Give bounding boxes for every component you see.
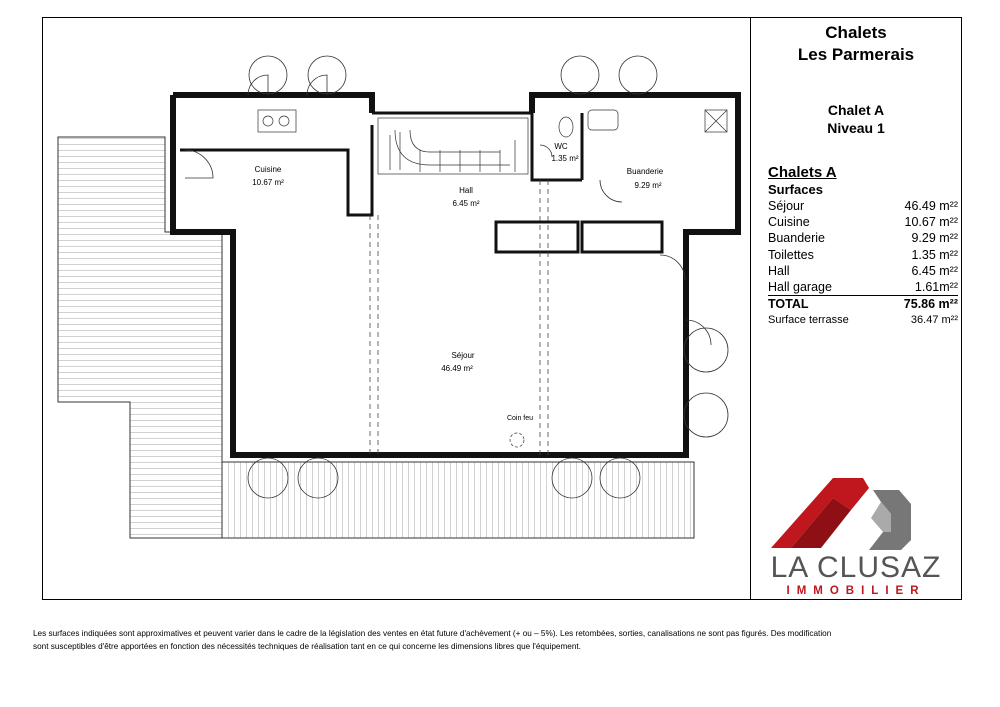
coin-feu-label: Coin feu <box>506 415 534 422</box>
room-hall-name: Hall <box>459 186 473 195</box>
logo-wordmark: LA CLUSAZ <box>770 551 942 584</box>
surface-row <box>768 247 958 263</box>
surface-row <box>768 279 958 295</box>
surface-label: Buanderie <box>768 231 825 246</box>
surface-label: Hall <box>768 263 790 278</box>
room-sejour-name: Séjour <box>451 351 475 360</box>
surface-terrasse-value: 36.47 m²² <box>910 314 958 327</box>
plan-subtitle-line1: Chalet A <box>827 102 885 118</box>
surface-label: Cuisine <box>768 215 810 230</box>
logo-tagline: IMMOBILIER <box>786 585 926 597</box>
surface-value: 46.49 m²² <box>904 199 958 213</box>
surface-row <box>768 198 958 214</box>
surface-row <box>768 214 958 230</box>
surface-value: 9.29 m²² <box>911 231 958 246</box>
staircase <box>378 118 528 174</box>
project-title-line2: Les Parmerais <box>797 45 915 64</box>
floor-plan <box>43 18 749 599</box>
fixtures <box>258 110 727 447</box>
surface-terrasse-row <box>768 312 958 328</box>
plan-subtitle-line2: Niveau 1 <box>827 120 885 136</box>
room-labels <box>252 142 664 422</box>
surface-row <box>768 263 958 279</box>
disclaimer <box>33 627 973 653</box>
surface-value: 10.67 m²² <box>904 215 958 230</box>
plan-subtitle <box>751 101 961 137</box>
room-sejour-area: 46.49 m² <box>441 364 473 373</box>
disclaimer-line1: Les surfaces indiquées sont approximatives et peuvent varier dans le cadre de la législation des ventes en état future d'achèvement (+ ou – 5%). Les retombées, sorties, canalisations ne sont pas figurés. Des modification <box>33 629 832 638</box>
surface-total-label: TOTAL <box>768 297 809 312</box>
room-hall-area: 6.45 m² <box>452 199 480 208</box>
surfaces-heading: Chalets A <box>768 164 837 181</box>
surface-label: Séjour <box>768 199 805 213</box>
disclaimer-line2: sont susceptibles d'être apportées en fonction des nécessités techniques de réalisation tant en ce qui concerne les dimensions libres que l'équipement. <box>33 642 581 651</box>
surfaces-subheading: Surfaces <box>768 182 823 197</box>
surface-total-value: 75.86 m²² <box>903 297 958 312</box>
terrace-left <box>58 137 222 538</box>
surface-value: 1.61m²² <box>914 280 958 295</box>
room-wc-area: 1.35 m² <box>551 154 579 163</box>
room-cuisine-area: 10.67 m² <box>252 178 284 187</box>
project-title <box>751 22 961 66</box>
room-buanderie-area: 9.29 m² <box>634 181 662 190</box>
room-buanderie-name: Buanderie <box>626 167 664 176</box>
surface-value: 1.35 m²² <box>911 247 958 262</box>
surface-value: 6.45 m²² <box>911 263 958 278</box>
surface-terrasse-label: Surface terrasse <box>768 314 849 327</box>
surface-label: Hall garage <box>768 280 832 295</box>
surfaces-table <box>768 164 958 329</box>
terrace-bottom <box>222 462 694 538</box>
room-wc-name: WC <box>554 142 568 151</box>
surface-total-row <box>768 295 958 312</box>
surface-row <box>768 230 958 246</box>
project-title-line1: Chalets <box>825 23 887 42</box>
surface-label: Toilettes <box>768 247 814 262</box>
room-cuisine-name: Cuisine <box>254 165 282 174</box>
